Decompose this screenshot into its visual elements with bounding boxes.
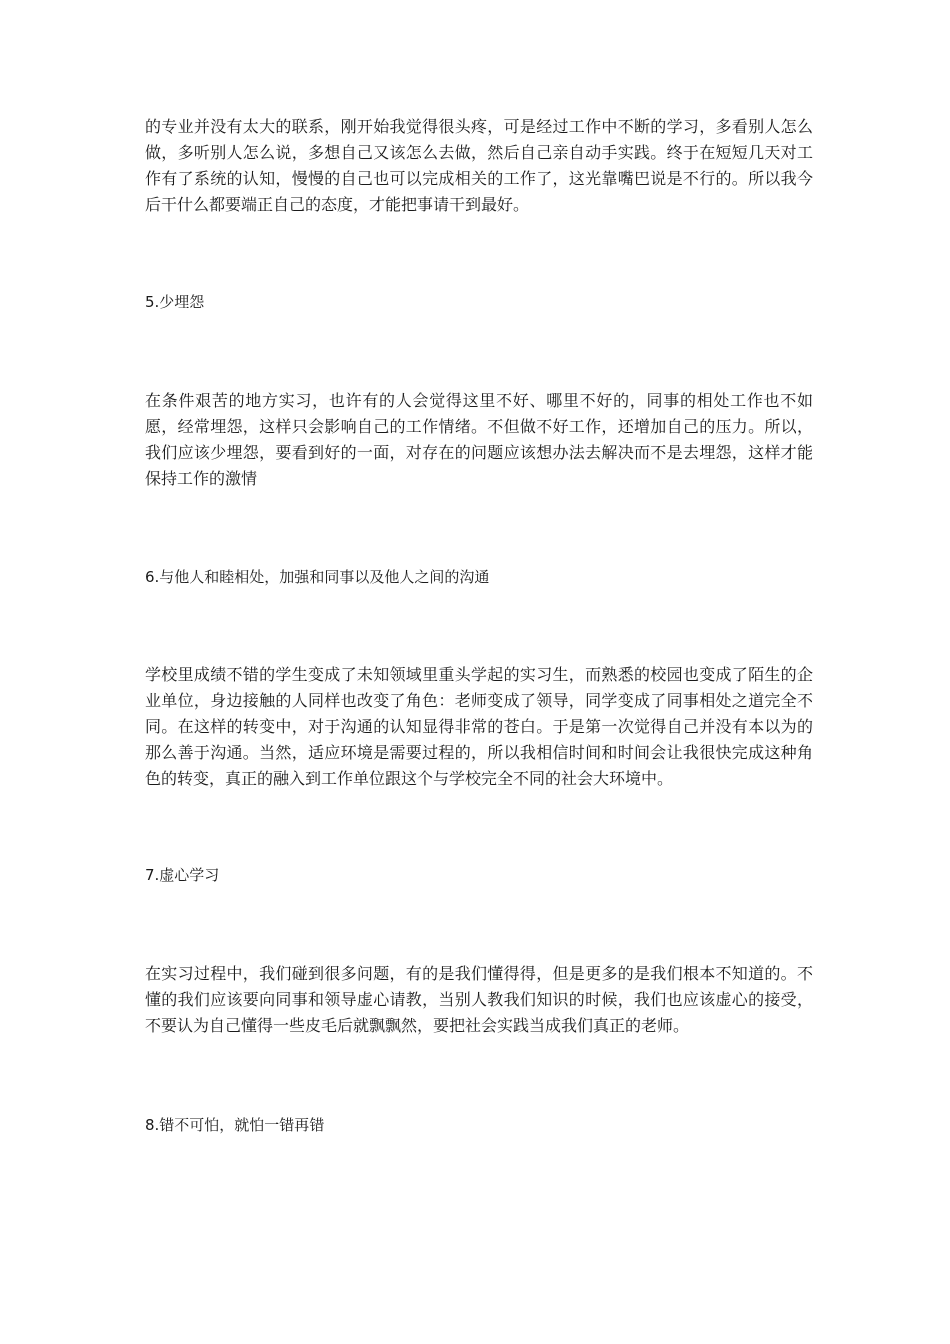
body-paragraph-7: 在实习过程中，我们碰到很多问题，有的是我们懂得得，但是更多的是我们根本不知道的。不懂的我们应该要向同事和领导虚心请教，当别人教我们知识的时候，我们也应该虚心的接受，不要认为自己懂得一些皮毛后就飘飘然，要把社会实践当成我们真正的老师。 — [145, 964, 813, 1035]
section-heading-6: 6.与他人和睦相处，加强和同事以及他人之间的沟通 — [145, 568, 490, 586]
section-heading-7: 7.虚心学习 — [145, 866, 220, 884]
body-paragraph-6: 学校里成绩不错的学生变成了未知领域里重头学起的实习生，而熟悉的校园也变成了陌生的企业单位，身边接触的人同样也改变了角色：老师变成了领导，同学变成了同事相处之道完全不同。在这样的转变中，对于沟通的认知显得非常的苍白。于是第一次觉得自己并没有本以为的那么善于沟通。当然，适应环境是需要过程的，所以我相信时间和时间会让我很快完成这种角色的转变，真正的融入到工作单位跟这个与学校完全不同的社会大环境中。 — [145, 665, 813, 788]
body-paragraph-5: 在条件艰苦的地方实习，也许有的人会觉得这里不好、哪里不好的，同事的相处工作也不如愿，经常埋怨，这样只会影响自己的工作情绪。不但做不好工作，还增加自己的压力。所以，我们应该少埋怨，要看到好的一面，对存在的问题应该想办法去解决而不是去埋怨，这样才能保持工作的激情 — [145, 391, 813, 488]
body-paragraph-continued: 的专业并没有太大的联系，刚开始我觉得很头疼，可是经过工作中不断的学习，多看别人怎么做，多听别人怎么说，多想自己又该怎么去做，然后自己亲自动手实践。终于在短短几天对工作有了系统的认知，慢慢的自己也可以完成相关的工作了，这光靠嘴巴说是不行的。所以我今后干什么都要端正自己的态度，才能把事请干到最好。 — [145, 117, 813, 214]
section-heading-5: 5.少埋怨 — [145, 293, 205, 311]
section-heading-8: 8.错不可怕，就怕一错再错 — [145, 1116, 325, 1134]
